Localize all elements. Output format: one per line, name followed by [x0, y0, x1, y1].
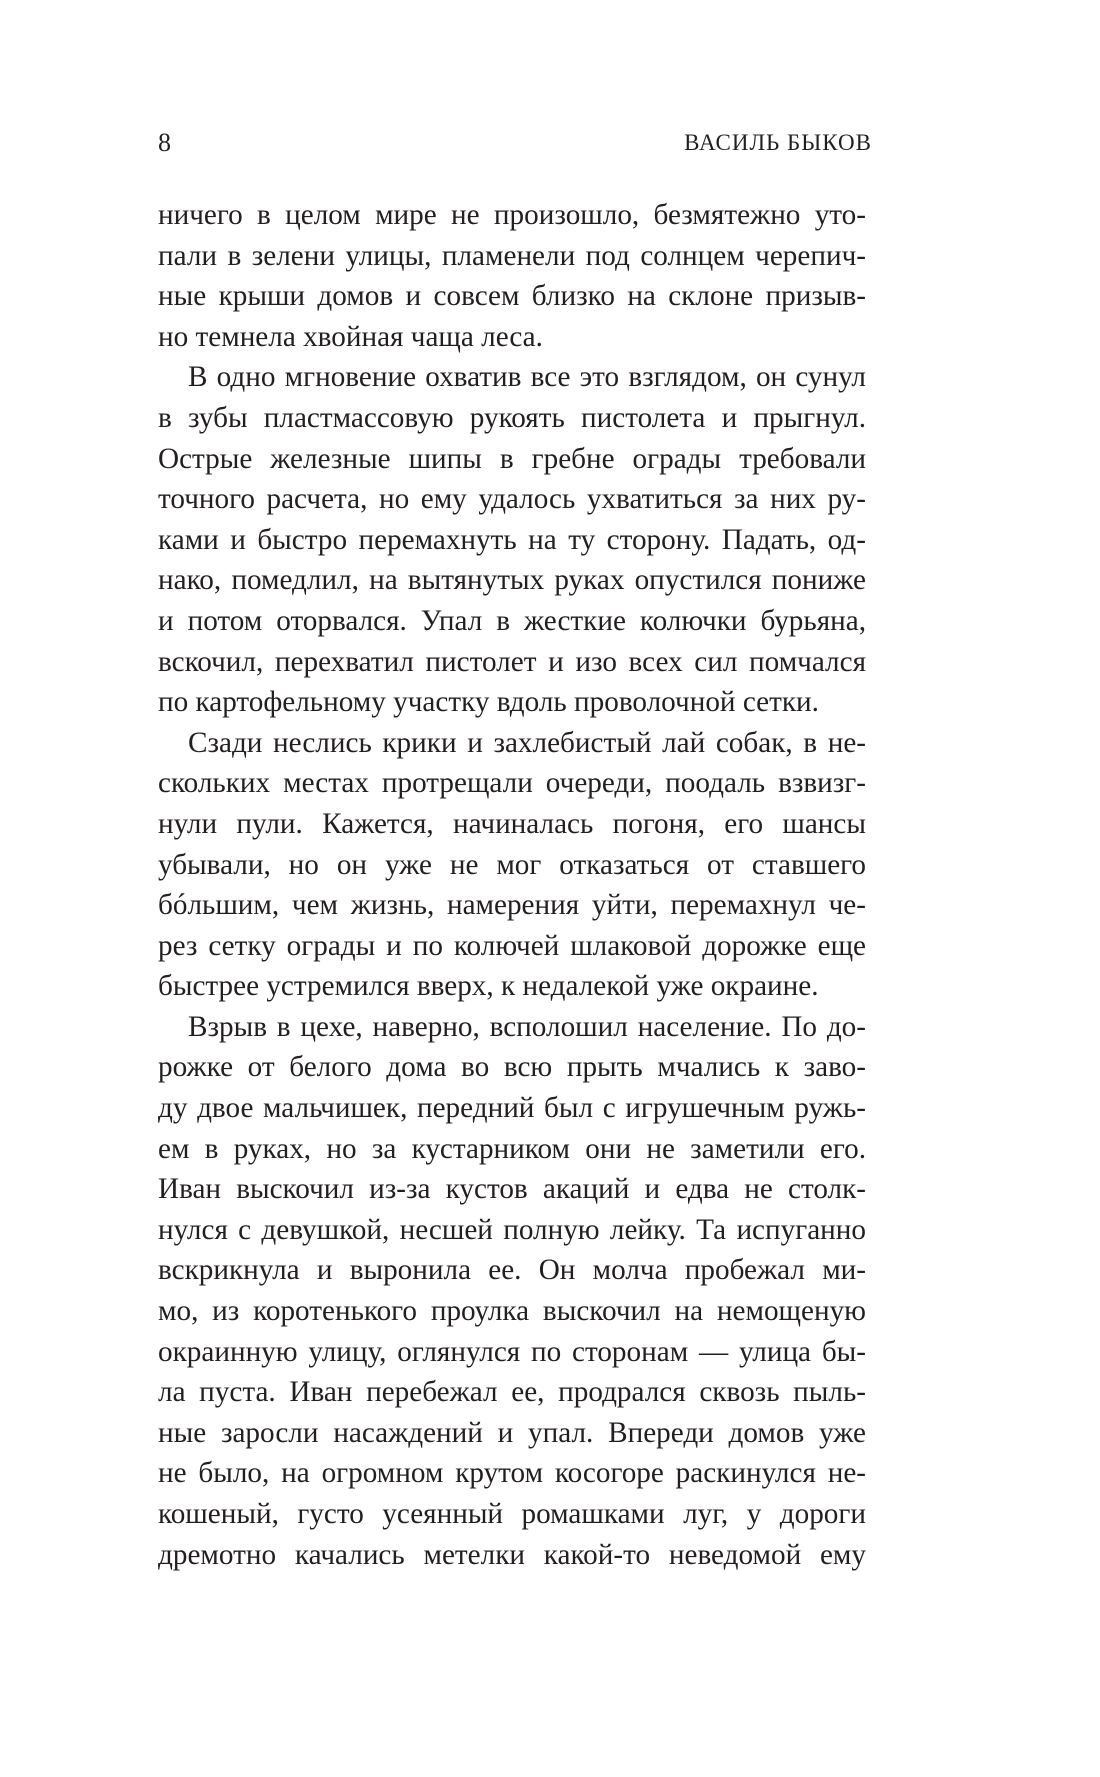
- text-line: по картофельному участку вдоль проволочной сетки.: [158, 686, 819, 719]
- text-line: Острые железные шипы в гребне ограды требовали: [158, 442, 866, 475]
- text-line: ем в руках, но за кустарником они не заметили его.: [158, 1132, 866, 1165]
- text-line: бóльшим, чем жизнь, намерения уйти, перемахнул че-: [158, 889, 866, 922]
- text-line: ду двое мальчишек, передний был с игрушечным ружь-: [158, 1092, 866, 1125]
- text-line: в зубы пластмассовую рукоять пистолета и прыгнул.: [158, 401, 866, 434]
- text-line: Иван выскочил из-за кустов акаций и едва не столк-: [158, 1173, 866, 1206]
- text-line: рез сетку ограды и по колючей шлаковой дорожке еще: [158, 929, 866, 962]
- text-line: нако, помедлил, на вытянутых руках опустился пониже: [158, 564, 866, 597]
- text-line: окраинную улицу, оглянулся по сторонам — улица бы-: [158, 1335, 866, 1368]
- text-line: не было, на огромном крутом косогоре раскинулся не-: [158, 1457, 866, 1490]
- text-line: Взрыв в цехе, наверно, всполошил население. По до-: [188, 1010, 866, 1043]
- text-line: нули пули. Кажется, начиналась погоня, его шансы: [158, 807, 866, 840]
- paragraph: [158, 357, 866, 722]
- text-line: скольких местах протрещали очереди, поодаль взвизг-: [158, 767, 866, 800]
- text-line: убывали, но он уже не мог отказаться от ставшего: [158, 848, 866, 881]
- paragraph: [158, 195, 866, 357]
- running-title: ВАСИЛЬ БЫКОВ: [684, 130, 872, 155]
- text-line: ничего в целом мире не произошло, безмятежно уто-: [158, 199, 866, 231]
- text-line: Сзади неслись крики и захлебистый лай собак, в не-: [188, 726, 866, 759]
- text-line: пали в зелени улицы, пламенели под солнцем черепич-: [158, 239, 866, 272]
- page-number: 8: [158, 128, 171, 157]
- text-line: рожке от белого дома во всю прыть мчались к заво-: [158, 1051, 866, 1084]
- text-line: нулся с девушкой, несшей полную лейку. Та испуганно: [158, 1213, 866, 1246]
- text-line: ками и быстро перемахнуть на ту сторону. Падать, од-: [158, 523, 866, 556]
- body-text: [158, 195, 866, 1575]
- text-line: ные крыши домов и совсем близко на склоне призыв-: [158, 280, 866, 313]
- text-line: вскрикнула и выронила ее. Он молча пробежал ми-: [158, 1254, 866, 1287]
- text-line: мо, из коротенького проулка выскочил на немощеную: [158, 1295, 866, 1328]
- text-line: ные заросли насаждений и упал. Впереди домов уже: [158, 1416, 866, 1449]
- text-line: и потом оторвался. Упал в жесткие колючки бурьяна,: [158, 604, 866, 637]
- text-line: кошеный, густо усеянный ромашками луг, у дороги: [158, 1498, 866, 1530]
- paragraph: [158, 1007, 866, 1575]
- text-line: быстрее устремился вверх, к недалекой уже окраине.: [158, 970, 819, 1003]
- text-line: ла пуста. Иван перебежал ее, продрался сквозь пыль-: [158, 1376, 866, 1409]
- text-line: вскочил, перехватил пистолет и изо всех сил помчался: [158, 645, 866, 678]
- page-header: [158, 128, 872, 164]
- text-line: дремотно качались метелки какой-то неведомой ему: [158, 1538, 866, 1571]
- text-line: но темнела хвойная чаща леса.: [158, 320, 543, 353]
- paragraph: [158, 723, 866, 1007]
- text-line: В одно мгновение охватив все это взглядом, он сунул: [188, 361, 866, 394]
- text-line: точного расчета, но ему удалось ухватиться за них ру-: [158, 483, 866, 516]
